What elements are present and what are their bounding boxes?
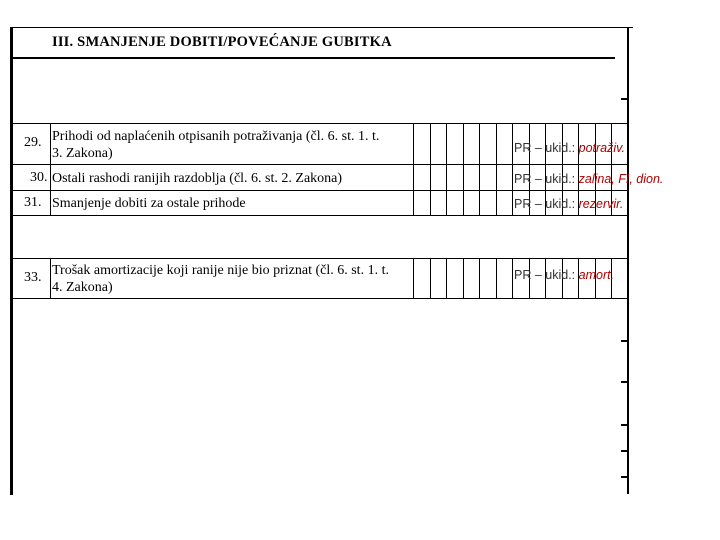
col-rule [430,258,431,298]
row-number-31: 31. [24,195,42,210]
col-rule [479,258,480,298]
col-rule [50,123,51,215]
row-label-29-line1: Prihodi od naplaćenih otpisanih potraživanja (čl. 6. st. 1. t. [52,129,380,144]
col-rule [446,258,447,298]
note-prefix: PR – ukid.: [514,268,576,282]
header-rule [13,57,615,59]
edge-tick [621,450,628,452]
form-frame [10,27,633,495]
col-rule [463,258,464,298]
edge-tick [621,476,628,478]
section-title: III. SMANJENJE DOBITI/POVEĆANJE GUBITKA [52,34,392,50]
col-rule [413,123,414,215]
row-label-33-line1: Trošak amortizacije koji ranije nije bio priznat (čl. 6. st. 1. t. [52,263,389,278]
edge-tick [621,98,628,100]
row-number-33: 33. [24,270,42,285]
col-rule [446,123,447,215]
col-rule [413,258,414,298]
note-value: amort. [578,268,615,282]
row-note-29 [514,141,625,155]
note-value: zalina, FI, dion. [578,172,664,186]
note-value: rezervir. [578,197,624,211]
note-prefix: PR – ukid.: [514,197,576,211]
col-rule [50,258,51,298]
note-value: potraživ. [578,141,625,155]
col-rule [512,258,513,298]
col-rule [496,123,497,215]
col-rule [463,123,464,215]
edge-tick [621,424,628,426]
col-rule [512,123,513,215]
row-label-33-line2: 4. Zakona) [52,280,113,295]
row-rule-top-29 [13,123,628,124]
col-rule [479,123,480,215]
note-prefix: PR – ukid.: [514,141,576,155]
row-note-33 [514,268,614,282]
row-rule-30-31 [13,190,628,191]
row-rule-29-30 [13,164,628,165]
row-label-29-line2: 3. Zakona) [52,146,113,161]
edge-tick [621,381,628,383]
edge-tick [621,340,628,342]
row-rule-top-33 [13,258,628,259]
row-label-31-line1: Smanjenje dobiti za ostale prihode [52,196,246,211]
row-rule-33-bottom [13,298,628,299]
row-note-31 [514,197,623,211]
row-note-30 [514,172,663,186]
row-label-30-line1: Ostali rashodi ranijih razdoblja (čl. 6. st. 2. Zakona) [52,171,343,186]
col-rule [496,258,497,298]
col-rule [430,123,431,215]
row-number-30: 30. [30,170,48,185]
note-prefix: PR – ukid.: [514,172,576,186]
row-number-29: 29. [24,135,42,150]
row-rule-31-bottom [13,215,628,216]
